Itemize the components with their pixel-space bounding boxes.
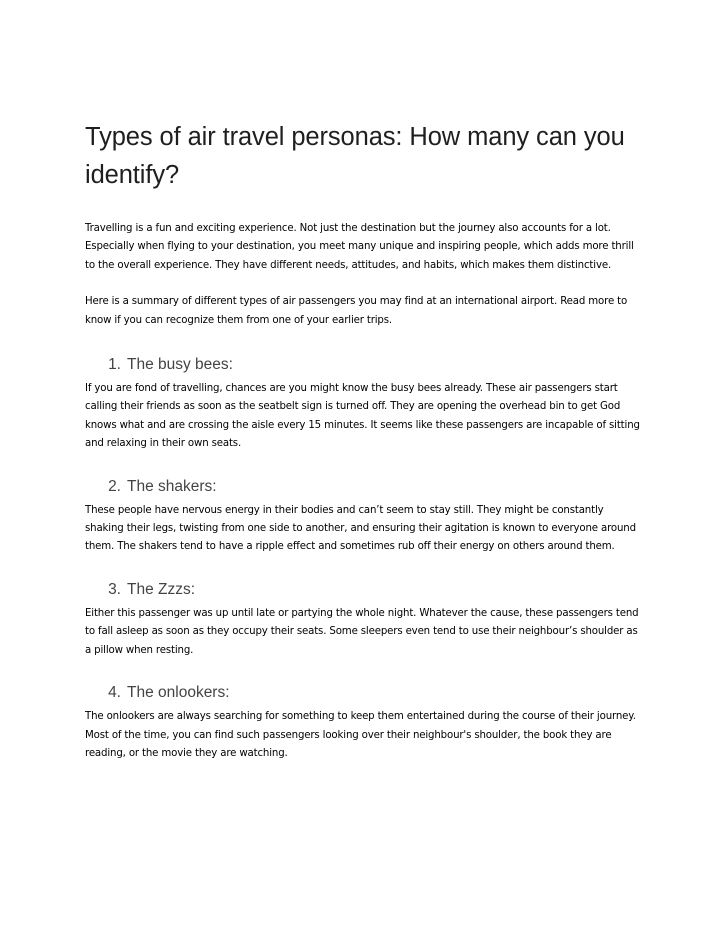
section-heading-text: The busy bees: [127, 356, 233, 374]
list-number: 2. [108, 477, 121, 495]
intro-paragraph-2: Here is a summary of different types of air passengers you may find at an international airport. Read more to know if you can recognize them from one of your earlier trips. [85, 296, 628, 326]
section-shakers [85, 476, 645, 557]
section-onlookers [85, 682, 645, 763]
list-number: 3. [108, 580, 121, 598]
section-heading [85, 682, 645, 704]
section-heading-text: The shakers: [127, 477, 217, 495]
section-heading [85, 476, 645, 498]
section-body: These people have nervous energy in their bodies and can’t seem to stay still. They might be constantly shaking their legs, twisting from one side to another, and ensuring their agitation is known to everyone around them. The shakers tend to have a ripple effect and sometimes rub off their energy on others around them. [85, 504, 636, 553]
document-page [85, 118, 645, 763]
section-heading [85, 354, 645, 376]
list-number: 1. [108, 356, 121, 374]
section-zzzs [85, 579, 645, 660]
section-body: If you are fond of travelling, chances are you might know the busy bees already. These air passengers start calling their friends as soon as the seatbelt sign is turned off. They are opening the overhead bin to get God knows what and are crossing the aisle every 15 minutes. It seems like these passengers are incapable of sitting and relaxing in their own seats. [85, 383, 640, 450]
list-number: 4. [108, 684, 121, 702]
document-title: Types of air travel personas: How many can you identify? [85, 123, 625, 189]
section-heading-text: The Zzzs: [127, 580, 196, 598]
section-heading-text: The onlookers: [127, 684, 230, 702]
intro-paragraph-1: Travelling is a fun and exciting experience. Not just the destination but the journey also accounts for a lot. Especially when flying to your destination, you meet many unique and inspiring people, which adds more thrill to the overall experience. They have different needs, attitudes, and habits, which makes them distinctive. [85, 223, 634, 271]
section-body: The onlookers are always searching for something to keep them entertained during the course of their journey. Most of the time, you can find such passengers looking over their neighbour's shoulder, the book they are reading, or the movie they are watching. [85, 711, 636, 759]
section-body: Either this passenger was up until late or partying the whole night. Whatever the cause, these passengers tend to fall asleep as soon as they occupy their seats. Some sleepers even tend to use their neighbour’s shoulder as a pillow when resting. [85, 607, 639, 656]
section-heading [85, 579, 645, 601]
section-busy-bees [85, 354, 645, 454]
